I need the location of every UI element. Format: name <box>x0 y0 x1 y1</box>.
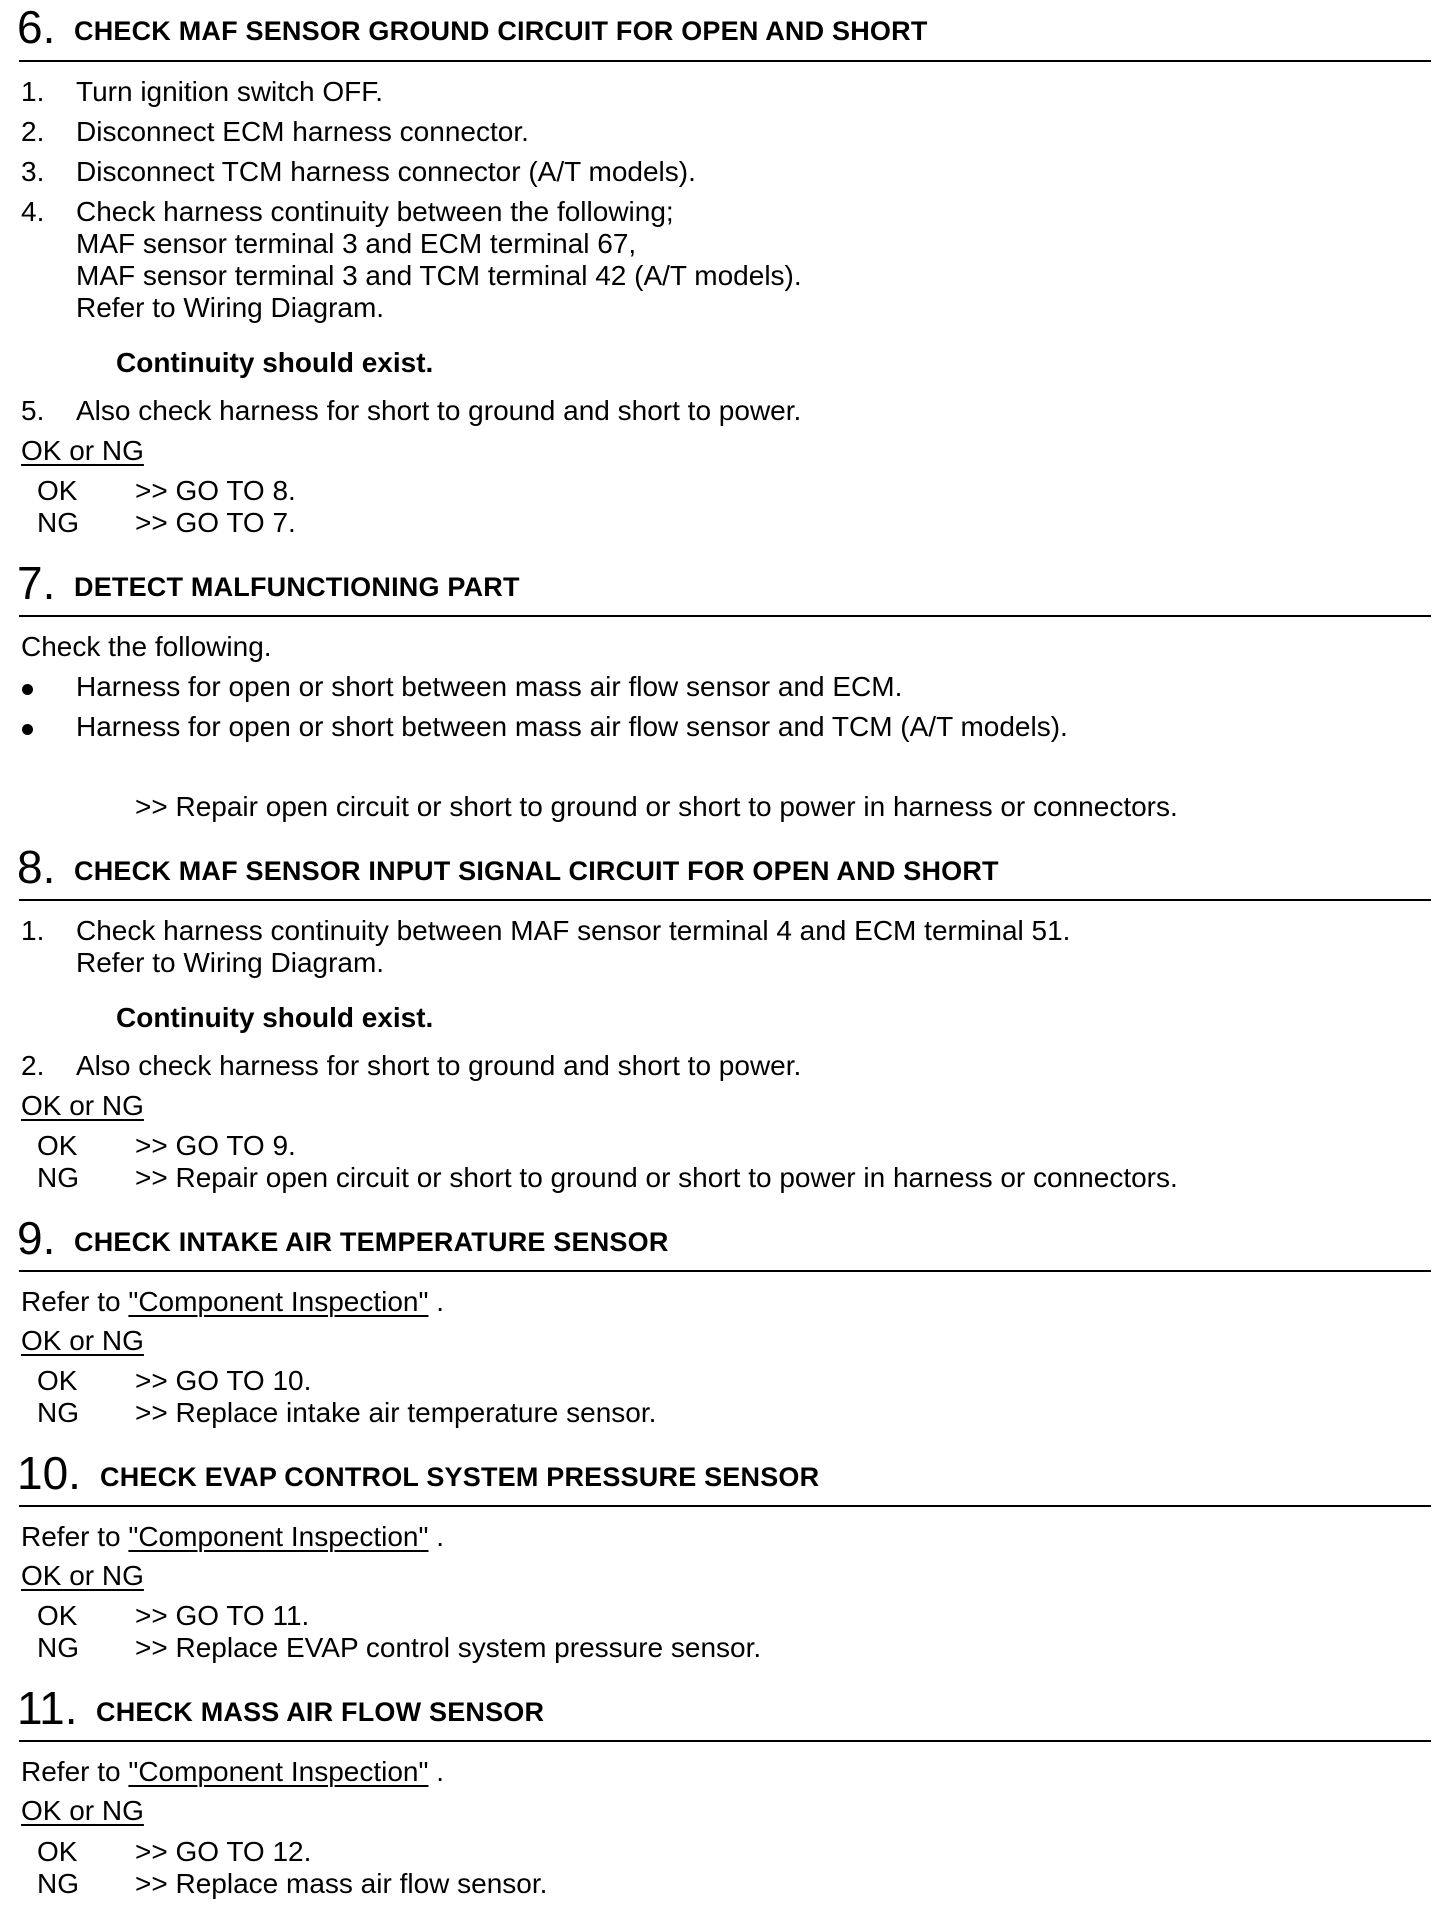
refer-suffix: . <box>436 1756 445 1787</box>
section-divider <box>19 1270 1431 1272</box>
step-text: Check harness continuity between the following; <box>76 196 674 227</box>
refer-prefix: Refer to <box>21 1286 121 1317</box>
refer-line <box>21 1756 444 1788</box>
result-key-ok: OK <box>37 1600 78 1631</box>
section-divider <box>19 1505 1431 1507</box>
step-text: Also check harness for short to ground and short to power. <box>76 395 802 426</box>
step-number: 5. <box>21 395 45 426</box>
result-label: OK or NG <box>21 1090 144 1121</box>
step-text-line: Refer to Wiring Diagram. <box>76 292 385 323</box>
result-label: OK or NG <box>21 1560 144 1591</box>
result-key-ok: OK <box>37 1130 78 1161</box>
result-key-ng: NG <box>37 507 79 538</box>
intro-text: Check the following. <box>21 631 272 662</box>
result-action: >> GO TO 9. <box>135 1130 296 1161</box>
section-number: 6. <box>17 1 56 53</box>
refer-line <box>21 1286 444 1318</box>
component-inspection-link[interactable]: "Component Inspection" <box>128 1521 429 1552</box>
refer-prefix: Refer to <box>21 1521 121 1552</box>
result-key-ng: NG <box>37 1632 79 1663</box>
step-text: Disconnect TCM harness connector (A/T models). <box>76 156 696 187</box>
refer-suffix: . <box>436 1521 445 1552</box>
section-title: CHECK EVAP CONTROL SYSTEM PRESSURE SENSOR <box>100 1462 820 1492</box>
bullet-text: Harness for open or short between mass air flow sensor and ECM. <box>76 671 903 702</box>
refer-suffix: . <box>436 1286 445 1317</box>
step-number: 3. <box>21 156 45 187</box>
step-text-line: Refer to Wiring Diagram. <box>76 947 385 978</box>
result-key-ok: OK <box>37 475 78 506</box>
section-number: 11. <box>17 1682 78 1734</box>
step-number: 1. <box>21 915 45 946</box>
component-inspection-link[interactable]: "Component Inspection" <box>128 1756 429 1787</box>
result-action: >> Replace EVAP control system pressure sensor. <box>135 1632 762 1663</box>
section-number: 9. <box>17 1212 56 1264</box>
action-text: >> Repair open circuit or short to ground or short to power in harness or connectors. <box>135 791 1178 822</box>
continuity-note: Continuity should exist. <box>116 347 434 378</box>
section-divider <box>19 1740 1431 1742</box>
step-text: Also check harness for short to ground and short to power. <box>76 1050 802 1081</box>
result-action: >> GO TO 10. <box>135 1365 312 1396</box>
result-label: OK or NG <box>21 1325 144 1356</box>
step-number: 2. <box>21 116 45 147</box>
result-key-ng: NG <box>37 1162 79 1193</box>
result-label: OK or NG <box>21 435 144 466</box>
bullet-text: Harness for open or short between mass air flow sensor and TCM (A/T models). <box>76 711 1068 742</box>
step-number: 1. <box>21 76 45 107</box>
step-text-line: MAF sensor terminal 3 and TCM terminal 42 (A/T models). <box>76 260 802 291</box>
section-divider <box>19 899 1431 901</box>
section-divider <box>19 615 1431 617</box>
result-action: >> GO TO 11. <box>135 1600 310 1631</box>
section-title: DETECT MALFUNCTIONING PART <box>74 572 520 602</box>
section-number: 8. <box>17 841 56 893</box>
result-key-ng: NG <box>37 1397 79 1428</box>
result-key-ok: OK <box>37 1836 78 1867</box>
bullet-icon <box>22 684 33 695</box>
section-title: CHECK MAF SENSOR INPUT SIGNAL CIRCUIT FOR OPEN AND SHORT <box>74 856 999 886</box>
section-number: 10. <box>17 1447 81 1499</box>
section-title: CHECK MAF SENSOR GROUND CIRCUIT FOR OPEN AND SHORT <box>74 16 928 46</box>
step-text-line: MAF sensor terminal 3 and ECM terminal 67, <box>76 228 637 259</box>
step-number: 2. <box>21 1050 45 1081</box>
section-title: CHECK MASS AIR FLOW SENSOR <box>96 1697 545 1727</box>
continuity-note: Continuity should exist. <box>116 1002 434 1033</box>
step-text: Check harness continuity between MAF sensor terminal 4 and ECM terminal 51. <box>76 915 1071 946</box>
step-text: Turn ignition switch OFF. <box>76 76 384 107</box>
result-action: >> Replace intake air temperature sensor. <box>135 1397 657 1428</box>
refer-prefix: Refer to <box>21 1756 121 1787</box>
result-action: >> Repair open circuit or short to ground or short to power in harness or connectors. <box>135 1162 1178 1193</box>
result-action: >> Replace mass air flow sensor. <box>135 1868 548 1899</box>
bullet-icon <box>22 724 33 735</box>
result-key-ng: NG <box>37 1868 79 1899</box>
section-divider <box>19 60 1431 62</box>
result-label: OK or NG <box>21 1795 144 1826</box>
result-key-ok: OK <box>37 1365 78 1396</box>
section-title: CHECK INTAKE AIR TEMPERATURE SENSOR <box>74 1227 669 1257</box>
step-text: Disconnect ECM harness connector. <box>76 116 529 147</box>
step-number: 4. <box>21 196 45 227</box>
section-number: 7. <box>17 557 56 609</box>
result-action: >> GO TO 7. <box>135 507 296 538</box>
result-action: >> GO TO 8. <box>135 475 296 506</box>
result-action: >> GO TO 12. <box>135 1836 312 1867</box>
refer-line <box>21 1521 444 1553</box>
component-inspection-link[interactable]: "Component Inspection" <box>128 1286 429 1317</box>
